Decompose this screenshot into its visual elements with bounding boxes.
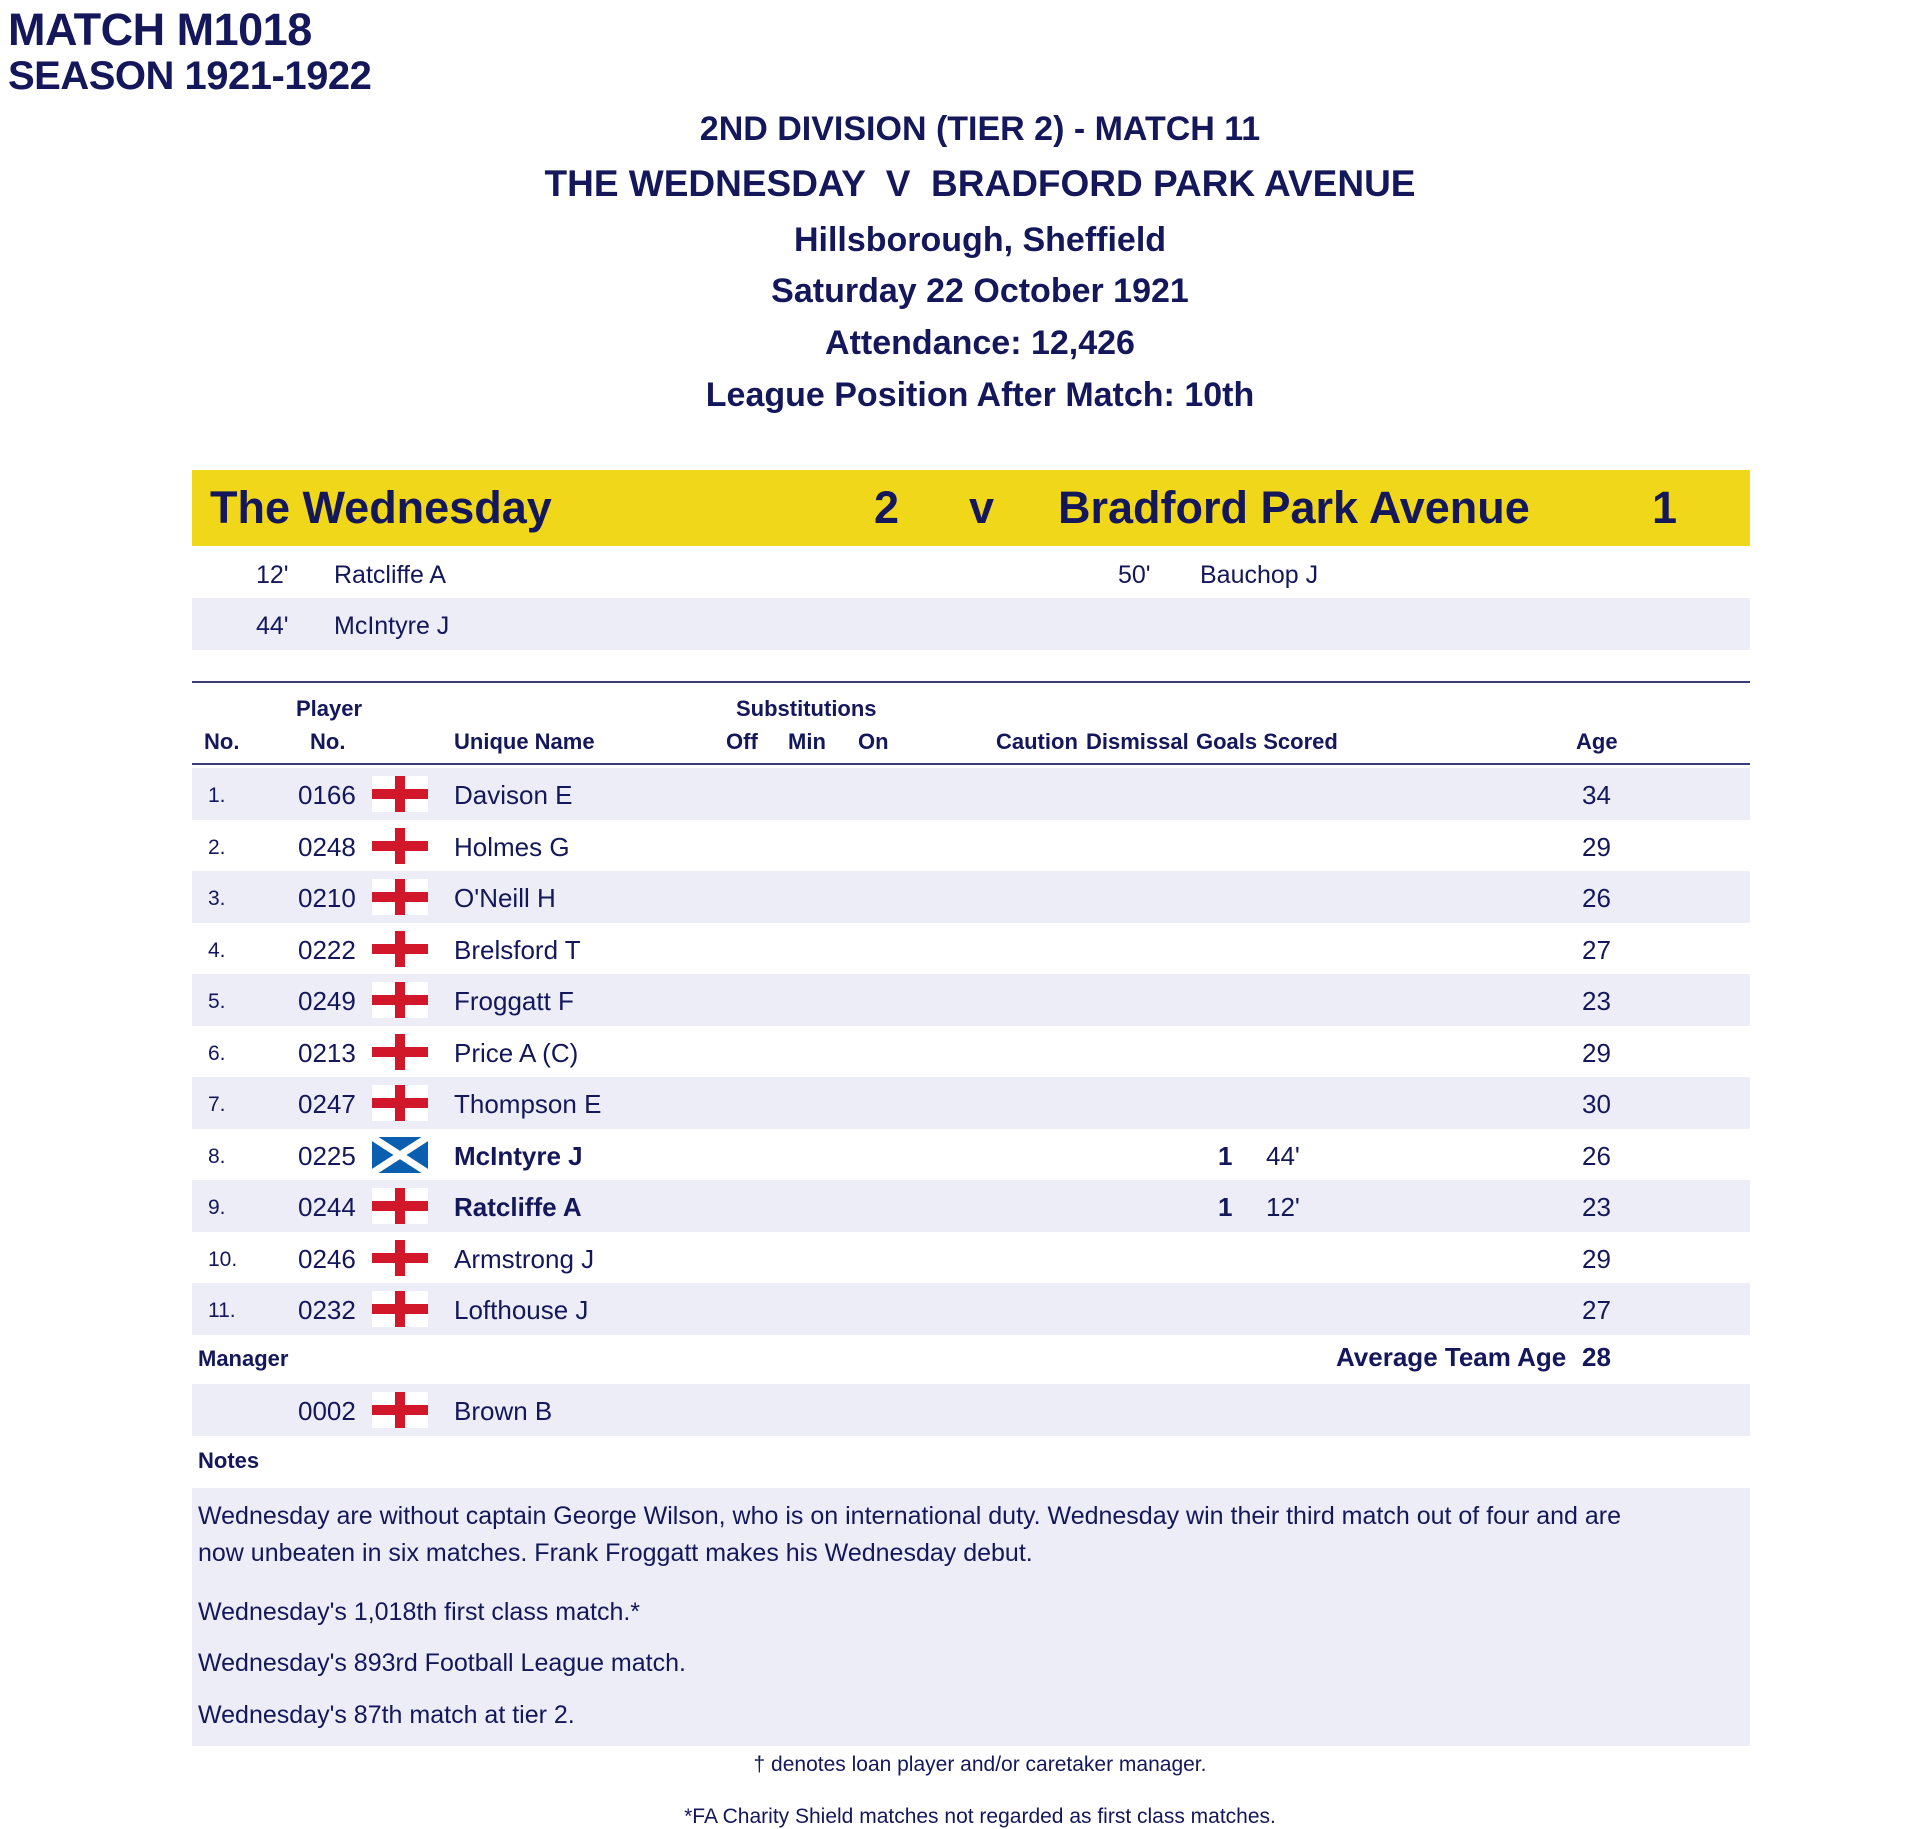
league-position-heading: League Position After Match: 10th bbox=[705, 376, 1255, 414]
player-shirt-number: 9. bbox=[208, 1196, 226, 1219]
attendance-heading: Attendance: 12,426 bbox=[825, 324, 1135, 362]
home-team-name: The Wednesday bbox=[210, 482, 552, 533]
player-row bbox=[192, 974, 1750, 1026]
player-number: 0213 bbox=[298, 1037, 356, 1068]
col-player-no: No. bbox=[310, 729, 346, 754]
england-flag-icon bbox=[372, 1392, 428, 1428]
player-age: 27 bbox=[1582, 934, 1611, 965]
fixture-text: THE WEDNESDAY V BRADFORD PARK AVENUE bbox=[544, 163, 1416, 204]
england-flag-icon bbox=[372, 982, 428, 1018]
average-age-value: 28 bbox=[1582, 1342, 1611, 1372]
player-shirt-number: 1. bbox=[208, 784, 226, 807]
player-number: 0210 bbox=[298, 883, 356, 913]
col-caution: Caution bbox=[996, 729, 1078, 754]
home-scorer-minute: 44' bbox=[256, 612, 289, 640]
manager-number: 0002 bbox=[298, 1396, 356, 1426]
player-shirt-number: 3. bbox=[208, 887, 226, 910]
player-number: 0225 bbox=[298, 1140, 356, 1171]
table-top-rule bbox=[192, 681, 1750, 683]
col-goals-scored: Goals Scored bbox=[1196, 729, 1338, 754]
england-flag-icon bbox=[372, 931, 428, 967]
player-age: 23 bbox=[1582, 1192, 1611, 1222]
england-flag-icon bbox=[372, 1291, 428, 1327]
player-name: McIntyre J bbox=[454, 1140, 583, 1171]
player-age: 29 bbox=[1582, 1243, 1611, 1274]
date-heading: Saturday 22 October 1921 bbox=[771, 272, 1189, 310]
home-scorer-name: McIntyre J bbox=[334, 612, 450, 640]
player-age: 29 bbox=[1582, 831, 1611, 862]
note-line: now unbeaten in six matches. Frank Froggatt makes his Wednesday debut. bbox=[198, 1539, 1033, 1567]
player-shirt-number: 5. bbox=[208, 990, 226, 1013]
fixture-heading bbox=[0, 163, 1920, 205]
home-scorer-name: Ratcliffe A bbox=[334, 561, 447, 589]
player-row bbox=[192, 1129, 1750, 1181]
division-heading: 2ND DIVISION (TIER 2) - MATCH 11 bbox=[699, 110, 1261, 148]
charity-footnote: *FA Charity Shield matches not regarded as first class matches. bbox=[684, 1805, 1276, 1828]
player-name: O'Neill H bbox=[454, 883, 556, 913]
away-scorer-minute: 50' bbox=[1118, 561, 1151, 589]
player-name: Lofthouse J bbox=[454, 1295, 589, 1325]
col-substitutions: Substitutions bbox=[736, 696, 877, 721]
manager-row bbox=[192, 1384, 1750, 1436]
note-line: Wednesday's 1,018th first class match.* bbox=[198, 1598, 641, 1626]
player-name: Holmes G bbox=[454, 831, 570, 862]
player-name: Thompson E bbox=[454, 1089, 602, 1119]
player-number: 0246 bbox=[298, 1243, 356, 1274]
player-age: 34 bbox=[1582, 780, 1611, 810]
player-number: 0247 bbox=[298, 1089, 356, 1119]
venue-heading: Hillsborough, Sheffield bbox=[793, 221, 1167, 259]
player-number: 0166 bbox=[298, 780, 356, 810]
player-row bbox=[192, 1077, 1750, 1129]
player-number: 0244 bbox=[298, 1192, 356, 1222]
col-dismissal: Dismissal bbox=[1086, 729, 1189, 754]
versus-label: v bbox=[969, 482, 995, 533]
england-flag-icon bbox=[372, 776, 428, 812]
player-name: Ratcliffe A bbox=[454, 1192, 582, 1222]
away-goals: 1 bbox=[1652, 482, 1678, 533]
player-name: Brelsford T bbox=[454, 934, 581, 965]
england-flag-icon bbox=[372, 1188, 428, 1224]
col-sub-off: Off bbox=[726, 729, 758, 754]
player-name: Armstrong J bbox=[454, 1243, 595, 1274]
player-age: 27 bbox=[1582, 1295, 1611, 1325]
table-header-rule bbox=[192, 763, 1750, 765]
note-line: Wednesday's 87th match at tier 2. bbox=[198, 1701, 575, 1729]
col-unique-name: Unique Name bbox=[454, 729, 595, 754]
scotland-flag-icon bbox=[372, 1137, 428, 1173]
player-age: 26 bbox=[1582, 883, 1611, 913]
player-row bbox=[192, 923, 1750, 975]
col-no: No. bbox=[204, 729, 240, 754]
manager-name: Brown B bbox=[454, 1396, 553, 1426]
col-sub-on: On bbox=[858, 729, 889, 754]
player-row bbox=[192, 1026, 1750, 1078]
player-row bbox=[192, 768, 1750, 820]
player-age: 23 bbox=[1582, 986, 1611, 1016]
player-name: Froggatt F bbox=[454, 986, 574, 1016]
player-age: 26 bbox=[1582, 1140, 1611, 1171]
match-id: MATCH M1018 bbox=[8, 4, 312, 55]
player-goals: 1 bbox=[1218, 1192, 1233, 1222]
notes-label: Notes bbox=[198, 1448, 260, 1473]
player-row bbox=[192, 1232, 1750, 1284]
manager-label: Manager bbox=[198, 1346, 289, 1371]
home-goals: 2 bbox=[874, 482, 900, 533]
player-number: 0222 bbox=[298, 934, 356, 965]
note-line: Wednesday are without captain George Wilson, who is on international duty. Wednesday win their third match out of four and are bbox=[198, 1502, 1622, 1530]
player-goal-minute: 12' bbox=[1266, 1192, 1300, 1222]
player-row bbox=[192, 1283, 1750, 1335]
player-shirt-number: 2. bbox=[208, 835, 226, 859]
col-age: Age bbox=[1576, 729, 1618, 754]
player-age: 29 bbox=[1582, 1037, 1611, 1068]
player-age: 30 bbox=[1582, 1089, 1611, 1119]
england-flag-icon bbox=[372, 1240, 428, 1276]
player-number: 0248 bbox=[298, 831, 356, 862]
player-shirt-number: 6. bbox=[208, 1041, 226, 1065]
player-row bbox=[192, 820, 1750, 872]
player-shirt-number: 8. bbox=[208, 1144, 226, 1168]
player-number: 0249 bbox=[298, 986, 356, 1016]
average-age-label: Average Team Age bbox=[1336, 1342, 1567, 1372]
player-shirt-number: 10. bbox=[208, 1247, 238, 1271]
england-flag-icon bbox=[372, 1085, 428, 1121]
loan-footnote: † denotes loan player and/or caretaker manager. bbox=[753, 1753, 1207, 1776]
england-flag-icon bbox=[372, 828, 428, 864]
player-shirt-number: 4. bbox=[208, 938, 226, 962]
player-shirt-number: 7. bbox=[208, 1093, 226, 1116]
england-flag-icon bbox=[372, 879, 428, 915]
player-name: Price A (C) bbox=[454, 1037, 579, 1068]
season-label: SEASON 1921-1922 bbox=[8, 54, 372, 98]
score-bar bbox=[192, 470, 1750, 546]
player-goal-minute: 44' bbox=[1266, 1140, 1300, 1171]
away-team-name: Bradford Park Avenue bbox=[1058, 482, 1530, 533]
player-row bbox=[192, 871, 1750, 923]
england-flag-icon bbox=[372, 1034, 428, 1070]
player-row bbox=[192, 1180, 1750, 1232]
home-scorer-minute: 12' bbox=[256, 561, 289, 589]
note-line: Wednesday's 893rd Football League match. bbox=[198, 1649, 686, 1677]
away-scorer-name: Bauchop J bbox=[1200, 561, 1319, 589]
player-number: 0232 bbox=[298, 1295, 356, 1325]
player-name: Davison E bbox=[454, 780, 573, 810]
col-sub-min: Min bbox=[788, 729, 826, 754]
player-shirt-number: 11. bbox=[208, 1299, 236, 1322]
player-goals: 1 bbox=[1218, 1140, 1233, 1171]
col-player-top: Player bbox=[296, 696, 363, 721]
